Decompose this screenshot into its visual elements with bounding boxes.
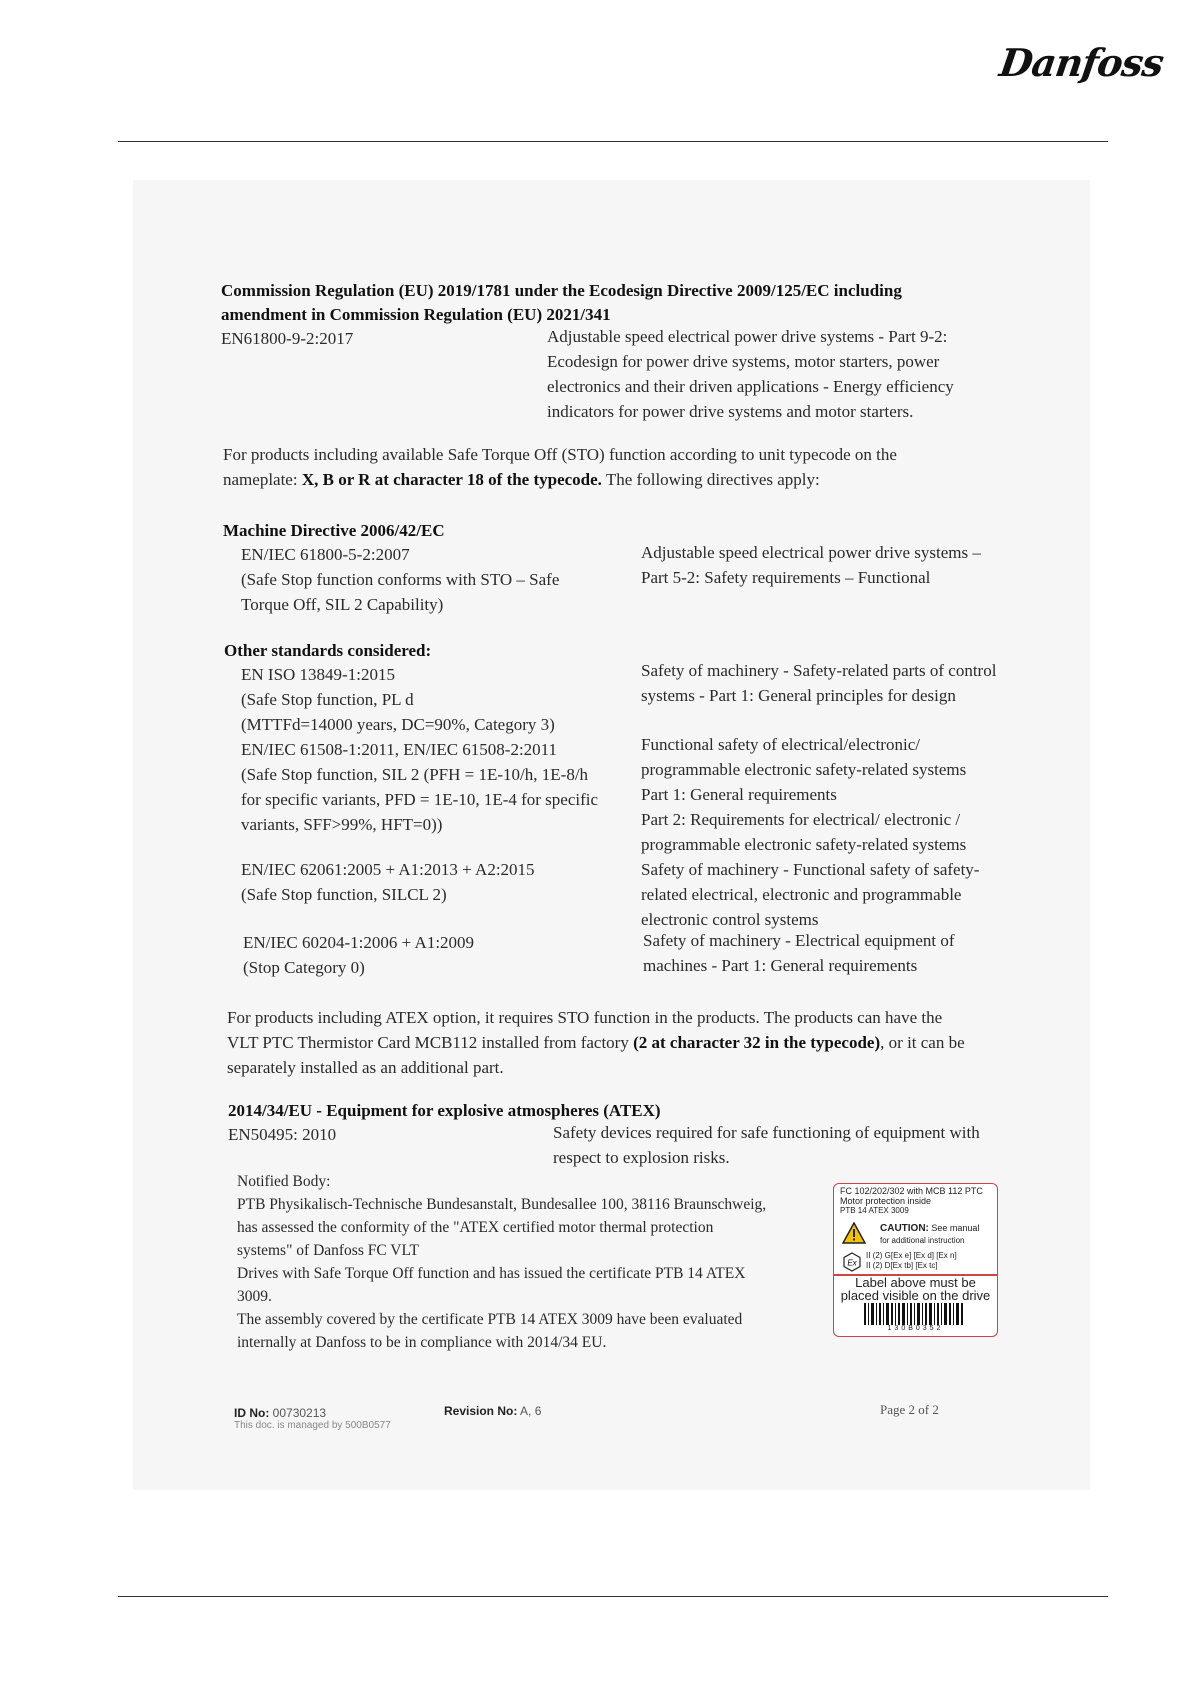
label-placement-note: Label above must be placed visible on the drive — [840, 1275, 991, 1303]
atex-heading: 2014/34/EU - Equipment for explosive atmospheres (ATEX) — [228, 1101, 661, 1120]
doc-id: ID No: 00730213 — [234, 1406, 327, 1420]
barcode — [864, 1303, 964, 1325]
doc-managed-by: This doc. is managed by 500B0577 — [234, 1420, 391, 1431]
atex-motor-protection-label: FC 102/202/302 with MCB 112 PTC Motor protection inside PTB 14 ATEX 3009 CAUTION: See manual for additional instruction Ex II (2) G[Ex e] [Ex d] [Ex n] II (2) D[Ex tb] [Ex tc] Label above must be placed visible on the drive 130B0352 — [833, 1183, 998, 1337]
ecodesign-standard: EN61800-9-2:2017 — [221, 329, 354, 348]
page-number: Page 2 of 2 — [880, 1402, 939, 1417]
barcode-number: 130B0352 — [887, 1325, 944, 1332]
footer-rule — [118, 1596, 1108, 1597]
svg-text:Ex: Ex — [847, 1258, 857, 1268]
machine-directive-standard: EN/IEC 61800-5-2:2007 (Safe Stop function conforms with STO – Safe Torque Off, SIL 2 Capability) — [241, 545, 560, 614]
caution-text: CAUTION: See manual for additional instruction — [880, 1223, 980, 1245]
iec60204-standard: EN/IEC 60204-1:2006 + A1:2009 (Stop Category 0) — [243, 933, 475, 977]
danfoss-logo: Danfoss — [996, 40, 1166, 85]
ecodesign-heading-2: amendment in Commission Regulation (EU) 2021/341 — [221, 305, 611, 324]
atex-standard: EN50495: 2010 — [228, 1125, 337, 1144]
machine-directive-heading: Machine Directive 2006/42/EC — [223, 521, 445, 540]
iec61508-description: Functional safety of electrical/electronic/ programmable electronic safety-related systems Part 1: General requirements Part 2: Requirements for electrical/ electronic / programmable electronic safety-related systems — [641, 735, 967, 854]
ex-hexagon-icon — [842, 1252, 862, 1272]
iec62061-description: Safety of machinery - Functional safety of safety- related electrical, electronic and programmable electronic control systems — [641, 860, 980, 929]
machine-directive-description: Adjustable speed electrical power drive systems – Part 5-2: Safety requirements – Functional — [641, 543, 981, 587]
scanned-page — [133, 180, 1090, 1490]
ecodesign-heading-1: Commission Regulation (EU) 2019/1781 under the Ecodesign Directive 2009/125/EC including — [221, 281, 902, 300]
header-rule — [118, 141, 1108, 142]
iec62061-standard: EN/IEC 62061:2005 + A1:2013 + A2:2015 (Safe Stop function, SILCL 2) — [241, 860, 535, 904]
revision-number: Revision No: A, 6 — [444, 1404, 542, 1418]
atex-description: Safety devices required for safe functioning of equipment with respect to explosion risks. — [553, 1123, 980, 1167]
iso-iec61508-standards: EN ISO 13849-1:2015 (Safe Stop function, PL d (MTTFd=14000 years, DC=90%, Category 3) EN/IEC 61508-1:2011, EN/IEC 61508-2:2011 (Safe Stop function, SIL 2 (PFH = 1E-10/h, 1E-8/h for specific variants, PFD = 1E-10, 1E-4 for specific variants, SFF>99%, HFT=0)) — [241, 665, 599, 834]
ex-classification: II (2) G[Ex e] [Ex d] [Ex n] II (2) D[Ex tb] [Ex tc] — [866, 1251, 957, 1270]
ecodesign-description: Adjustable speed electrical power drive systems - Part 9-2: Ecodesign for power drive systems, motor starters, power electronics and their driven applications - Energy efficiency indicators for power drive systems and motor starters. — [547, 327, 954, 421]
iso-description: Safety of machinery - Safety-related parts of control systems - Part 1: General principles for design — [641, 661, 997, 705]
other-standards-heading: Other standards considered: — [224, 641, 432, 660]
iec60204-description: Safety of machinery - Electrical equipment of machines - Part 1: General requirements — [643, 931, 955, 975]
warning-icon — [842, 1222, 866, 1244]
notified-body-text: Notified Body: PTB Physikalisch-Technische Bundesanstalt, Bundesallee 100, 38116 Braunschweig, has assessed the conformity of the "ATEX certified motor thermal protection systems" of Danfoss FC VLT Drives with Safe Torque Off function and has issued the certificate PTB 14 ATEX 3009. The assembly covered by the certificate PTB 14 ATEX 3009 have been evaluated internally at Danfoss to be in compliance with 2014/34 EU. — [237, 1173, 767, 1351]
sto-intro: For products including available Safe Torque Off (STO) function according to unit typecode on the nameplate: X, B or R at character 18 of the typecode. The following directives apply: — [223, 445, 897, 489]
atex-intro: For products including ATEX option, it requires STO function in the products. The products can have the VLT PTC Thermistor Card MCB112 installed from factory (2 at character 32 in the typecode), or it can be separately installed as an additional part. — [227, 1008, 965, 1077]
